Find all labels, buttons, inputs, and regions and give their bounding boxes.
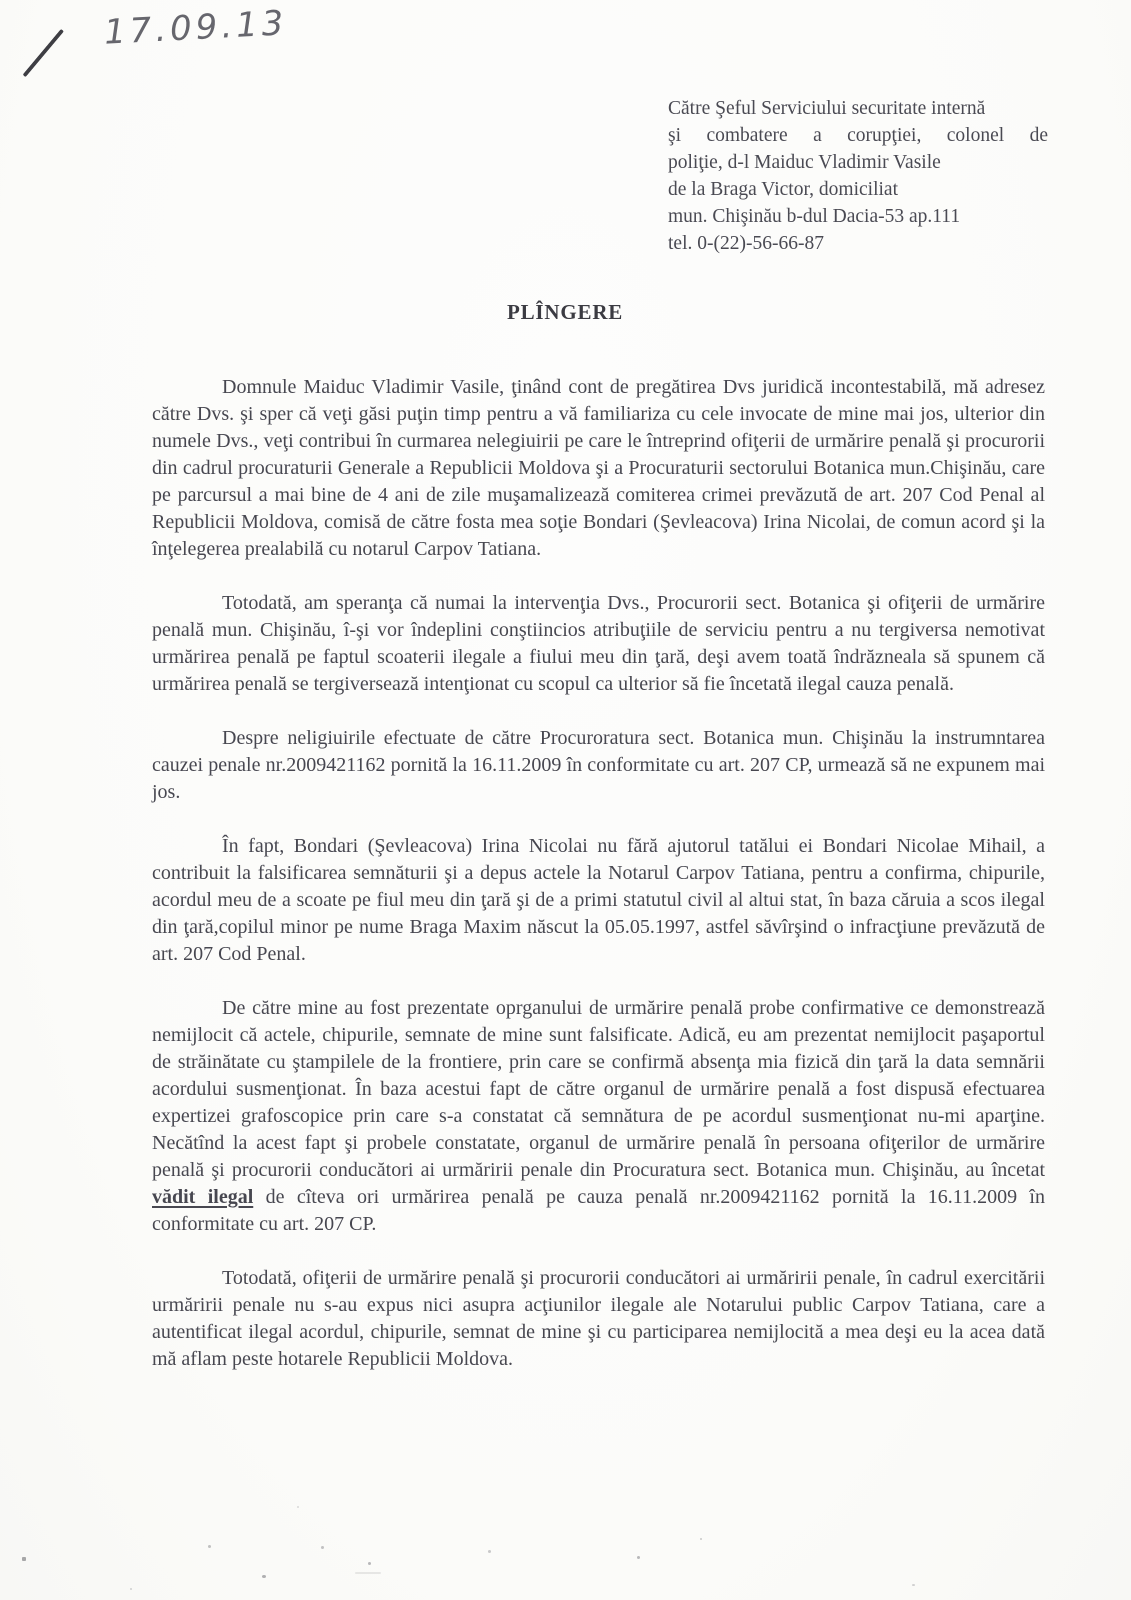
complaint-title: PLÎNGERE (507, 300, 624, 324)
evidence-text-before: De către mine au fost prezentate oprganului de urmărire penală probe confirmative ce demonstrează nemijlocit că actele, chipurile, semnate de mine sunt falsificate. Adică, eu am prezentat nemijlocit paşaportul de străinătate cu ştampilele de la frontiere, prin care se confirmă absenţa mia fizică din ţară la data semnării acordului susmenţionat. În baza acestui fapt de către organul de urmărire penală a fost dispusă efectuarea expertizei grafoscopice prin care s-a constatat că semnătura de pe acordul susmenţionat nu-mi aparţine. Necătînd la acest fapt şi probele constatate, organul de urmărire penală în persoana ofiţerilor de urmărire penală şi procurorii conducători ai urmăririi penale din Procuratura sect. Botanica mun. Chişinău, au încetat (152, 997, 1045, 1181)
recipient-line: mun. Chişinău b-dul Dacia-53 ap.111 (668, 206, 961, 227)
recipient-line: şi combatere a corupţiei, colonel de (668, 125, 1048, 146)
scan-speck (130, 1588, 132, 1590)
evidence-text-after: de cîteva ori urmărirea penală pe cauza penală nr.2009421162 pornită la 16.11.2009 în conformitate cu art. 207 CP. (152, 1186, 1045, 1235)
scan-speck (321, 1546, 324, 1549)
scan-speck (208, 1545, 211, 1548)
scan-speck (262, 1575, 266, 1578)
paragraph-case-reference: Despre neligiuirile efectuate de către Procuroratura sect. Botanica mun. Chişinău la instrumntarea cauzei penale nr.2009421162 pornită la 16.11.2009 în conformitate cu art. 207 CP, urmează să ne expunem mai jos. (152, 727, 1045, 803)
paragraph-notary: Totodată, ofiţerii de urmărire penală şi procurorii conducători ai urmăririi penale, în cadrul exercitării urmăririi penale nu s-au expus nici asupra acţiunilor ilegale ale Notarului public Carpov Tatiana, care a autentificat ilegal acordul, chipurile, semnat de mine şi cu participarea nemijlocită a mea deşi eu la acea dată mă aflam peste hotarele Republicii Moldova. (152, 1267, 1045, 1370)
paragraph-facts: În fapt, Bondari (Şevleacova) Irina Nicolai nu fără ajutorul tatălui ei Bondari Nicolae Mihail, a contribuit la falsificarea semnăturii şi a depus actele la Notarul Carpov Tatiana, pentru a confirma, chipurile, acordul meu de a scoate pe fiul meu din ţară şi de a primi statutul civil al altui stat, în baza căruia a scos ilegal din ţară,copilul minor pe nume Braga Maxim născut la 05.05.1997, astfel săvîrşind o infracţiune prevăzută de art. 207 Cod Penal. (152, 835, 1045, 965)
paragraph-hope: Totodată, am speranţa că numai la intervenţia Dvs., Procurorii sect. Botanica şi ofiţerii de urmărire penală mun. Chişinău, î-şi vor îndeplini conştiincios atribuţiile de serviciu pentru a nu tergiversa nemotivat urmărirea penală pe faptul scoaterii ilegale a fiului meu din ţară, deşi avem toată îndrăzneala să spunem că urmărirea penală se tergiversează intenţionat cu scopul ca ulterior să fie încetată ilegal cauza penală. (152, 592, 1045, 695)
emphasized-text: vădit ilegal (152, 1186, 254, 1208)
scan-speck (22, 1557, 26, 1561)
recipient-block (668, 95, 1048, 257)
scan-speck (297, 1506, 299, 1508)
scan-speck (488, 1550, 491, 1553)
recipient-line: poliţie, d-l Maiduc Vladimir Vasile (668, 152, 941, 173)
paragraph-evidence (152, 995, 1045, 1238)
scan-speck (637, 1556, 640, 1559)
complaint-body (152, 374, 1045, 1400)
scan-speck (700, 1538, 702, 1540)
recipient-line: tel. 0-(22)-56-66-87 (668, 233, 824, 254)
recipient-line: de la Braga Victor, domiciliat (668, 179, 898, 200)
scan-speck (368, 1562, 371, 1565)
scan-speck (355, 1572, 381, 1574)
recipient-line: Către Şeful Serviciului securitate internă (668, 98, 986, 119)
pen-stroke-mark (22, 29, 64, 78)
paragraph-intro: Domnule Maiduc Vladimir Vasile, ţinând cont de pregătirea Dvs juridică incontestabilă, mă adresez către Dvs. şi sper că veţi găsi puţin timp pentru a vă familiariza cu cele invocate de mine mai jos, ulterior din numele Dvs., veţi contribui în curmarea nelegiuirii pe care le întreprind ofiţerii de urmărire penală şi procurorii din cadrul procuraturii Generale a Republicii Moldova şi a Procuraturii sectorului Botanica mun.Chişinău, care pe parcursul a mai bine de 4 ani de zile muşamalizează comiterea crimei prevăzută de art. 207 Cod Penal al Republicii Moldova, comisă de către fosta mea soţie Bondari (Şevleacova) Irina Nicolai, de comun acord şi la înţelegerea prealabilă cu notarul Carpov Tatiana. (152, 376, 1045, 560)
handwritten-date: 17.09.13 (103, 3, 289, 53)
scan-speck (912, 1584, 915, 1586)
